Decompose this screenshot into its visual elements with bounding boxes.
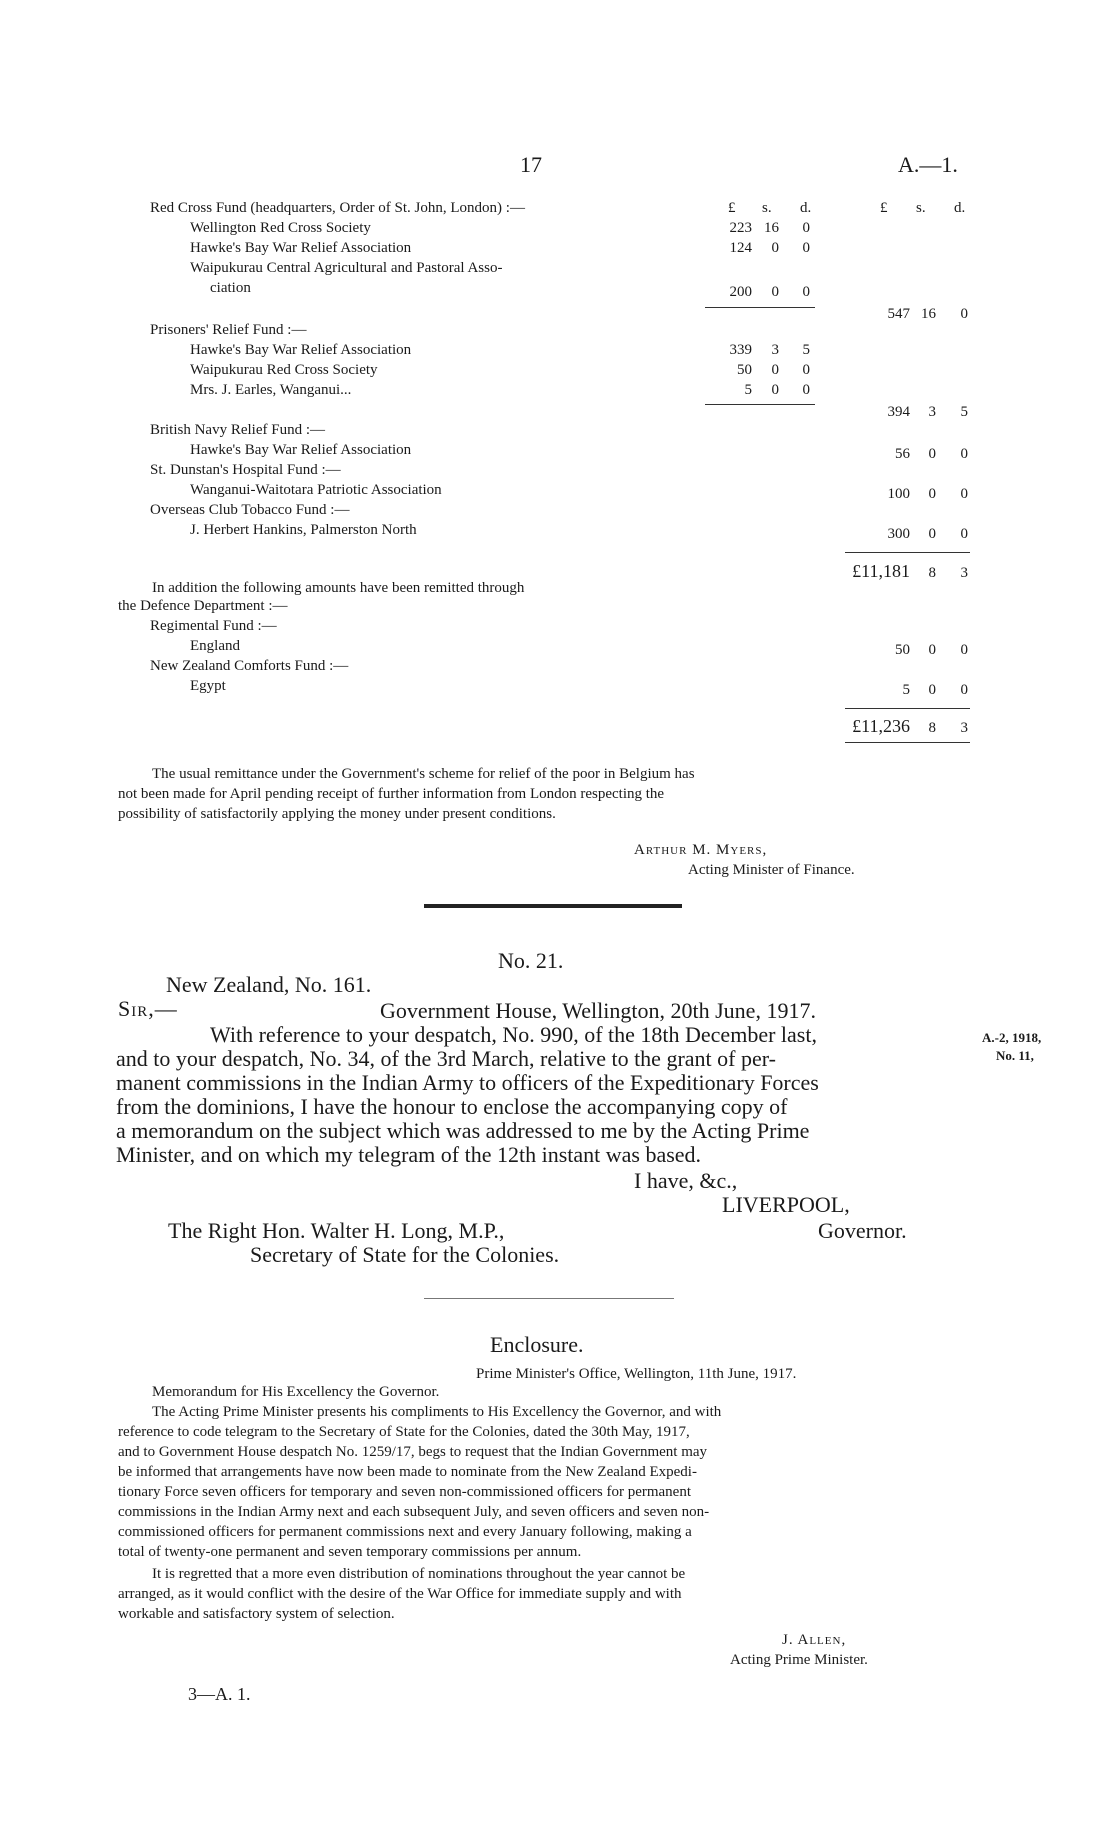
amount-pounds: 124	[729, 240, 752, 256]
dunstan-heading: St. Dunstan's Hospital Fund :—	[150, 462, 341, 478]
col-header-shilling-right: s.	[916, 200, 926, 216]
enclosure-place-date: Prime Minister's Office, Wellington, 11th June, 1917.	[476, 1366, 797, 1382]
fund-row-label: England	[190, 638, 240, 654]
fund-row-label: Hawke's Bay War Relief Association	[190, 342, 412, 358]
prisoners-heading: Prisoners' Relief Fund :—	[150, 322, 307, 338]
subtotal-rule	[705, 307, 815, 308]
addressee-name: The Right Hon. Walter H. Long, M.P.,	[168, 1218, 505, 1243]
signer-title: Governor.	[818, 1218, 907, 1243]
amount-pounds: 5	[744, 382, 752, 398]
grand-total-pence: 3	[960, 720, 968, 736]
total-pounds: 50	[895, 642, 910, 658]
despatch-body-line: and to your despatch, No. 34, of the 3rd March, relative to the grant of per-	[116, 1046, 776, 1071]
page-number: 17	[520, 152, 542, 177]
total-pounds: 300	[887, 526, 910, 542]
enclosure-para-line: and to Government House despatch No. 1259/17, begs to request that the Indian Government may	[118, 1444, 708, 1460]
enclosure-para-line: It is regretted that a more even distribution of nominations throughout the year cannot be	[152, 1566, 686, 1582]
total-pounds: 56	[895, 446, 910, 462]
amount-pounds: 339	[729, 342, 752, 358]
enclosure-para-line: reference to code telegram to the Secretary of State for the Colonies, dated the 30th May, 1917,	[118, 1424, 690, 1440]
enclosure-title: Enclosure.	[490, 1332, 584, 1357]
series-code: A.—1.	[898, 152, 958, 177]
enclosure-signer: J. Allen,	[782, 1632, 847, 1648]
total-shillings: 16	[921, 306, 936, 322]
fund-row-label: J. Herbert Hankins, Palmerston North	[190, 522, 417, 538]
total-shillings: 0	[928, 642, 936, 658]
place-date: Government House, Wellington, 20th June, 1917.	[380, 998, 816, 1023]
enclosure-para-line: workable and satisfactory system of selection.	[118, 1606, 395, 1622]
subtotal-pence: 3	[960, 565, 968, 581]
enclosure-para-line: total of twenty-one permanent and seven temporary commissions per annum.	[118, 1544, 582, 1560]
amount-shillings: 0	[771, 382, 779, 398]
total-pence: 0	[960, 486, 968, 502]
despatch-number: No. 21.	[498, 948, 564, 973]
red-cross-heading: Red Cross Fund (headquarters, Order of St. John, London) :—	[150, 200, 525, 216]
amount-pence: 0	[802, 362, 810, 378]
section-divider	[424, 1298, 674, 1299]
regimental-heading: Regimental Fund :—	[150, 618, 277, 634]
total-pounds: 5	[902, 682, 910, 698]
enclosure-para-line: arranged, as it would conflict with the desire of the War Office for immediate supply and with	[118, 1586, 682, 1602]
total-shillings: 0	[928, 682, 936, 698]
fund-row-label: Hawke's Bay War Relief Association	[190, 240, 412, 256]
fund-row-label: Egypt	[190, 678, 226, 694]
addressee-title: Secretary of State for the Colonies.	[250, 1242, 560, 1267]
col-header-pence-right: d.	[954, 200, 966, 216]
signature-name: Arthur M. Myers,	[634, 842, 768, 858]
amount-shillings: 3	[771, 342, 779, 358]
enclosure-para-line: commissions in the Indian Army next and each subsequent July, and seven officers and seven non-	[118, 1504, 710, 1520]
enclosure-signer-title: Acting Prime Minister.	[730, 1652, 868, 1668]
remittance-note-line: not been made for April pending receipt of further information from London respecting the	[118, 786, 665, 802]
enclosure-para-line: commissioned officers for permanent commissions next and every January following, making a	[118, 1524, 692, 1540]
amount-pounds: 200	[729, 284, 752, 300]
addition-note-cont: the Defence Department :—	[118, 598, 288, 614]
total-shillings: 3	[928, 404, 936, 420]
amount-shillings: 16	[764, 220, 779, 236]
enclosure-para-line: be informed that arrangements have now been made to nominate from the New Zealand Expedi-	[118, 1464, 697, 1480]
closing: I have, &c.,	[634, 1168, 738, 1193]
enclosure-para-line: The Acting Prime Minister presents his compliments to His Excellency the Governor, and with	[152, 1404, 722, 1420]
col-header-pence: d.	[800, 200, 812, 216]
addition-note: In addition the following amounts have been remitted through	[152, 580, 525, 596]
despatch-ref: New Zealand, No. 161.	[166, 972, 372, 997]
fund-row-label: Mrs. J. Earles, Wanganui...	[190, 382, 352, 398]
total-shillings: 0	[928, 486, 936, 502]
total-pence: 0	[960, 446, 968, 462]
margin-note: A.-2, 1918,	[982, 1030, 1042, 1045]
fund-row-label: Waipukurau Red Cross Society	[190, 362, 378, 378]
col-header-shilling: s.	[762, 200, 772, 216]
total-pounds: 100	[887, 486, 910, 502]
despatch-body-line: from the dominions, I have the honour to enclose the accompanying copy of	[116, 1094, 788, 1119]
amount-shillings: 0	[771, 240, 779, 256]
col-header-pound-right: £	[880, 200, 888, 216]
total-rule	[845, 742, 970, 743]
margin-note: No. 11,	[996, 1048, 1034, 1063]
despatch-body-line: a memorandum on the subject which was addressed to me by the Acting Prime	[116, 1118, 810, 1143]
signature-mark: 3—A. 1.	[188, 1684, 251, 1704]
total-pence: 0	[960, 682, 968, 698]
total-pence: 0	[960, 306, 968, 322]
salutation: Sir,—	[118, 996, 178, 1021]
amount-pence: 0	[802, 240, 810, 256]
remittance-note-line: possibility of satisfactorily applying the money under present conditions.	[118, 806, 556, 822]
despatch-body-line: manent commissions in the Indian Army to officers of the Expeditionary Forces	[116, 1070, 819, 1095]
total-pence: 0	[960, 526, 968, 542]
amount-pence: 0	[802, 220, 810, 236]
signature-title: Acting Minister of Finance.	[688, 862, 855, 878]
total-shillings: 0	[928, 526, 936, 542]
despatch-body-line: With reference to your despatch, No. 990, of the 18th December last,	[210, 1022, 817, 1047]
amount-pence: 0	[802, 382, 810, 398]
memo-to: Memorandum for His Excellency the Governor.	[152, 1384, 440, 1400]
amount-pence: 5	[802, 342, 810, 358]
amount-pounds: 50	[737, 362, 752, 378]
fund-row-label: Wanganui-Waitotara Patriotic Association	[190, 482, 442, 498]
section-divider	[424, 904, 682, 908]
amount-shillings: 0	[771, 362, 779, 378]
fund-row-label: Hawke's Bay War Relief Association	[190, 442, 412, 458]
amount-shillings: 0	[771, 284, 779, 300]
despatch-body-line: Minister, and on which my telegram of the 12th instant was based.	[116, 1142, 702, 1167]
grand-total-shillings: 8	[928, 720, 936, 736]
total-pounds: 394	[887, 404, 910, 420]
fund-row-label: ciation	[210, 280, 251, 296]
total-rule	[845, 708, 970, 709]
comforts-heading: New Zealand Comforts Fund :—	[150, 658, 349, 674]
total-pence: 0	[960, 642, 968, 658]
col-header-pound: £	[728, 200, 736, 216]
navy-heading: British Navy Relief Fund :—	[150, 422, 325, 438]
fund-row-label: Waipukurau Central Agricultural and Pastoral Asso-	[190, 260, 503, 276]
remittance-note-line: The usual remittance under the Government's scheme for relief of the poor in Belgium has	[152, 766, 695, 782]
grand-total-pounds: £11,236	[852, 716, 910, 736]
enclosure-para-line: tionary Force seven officers for temporary and seven non-commissioned officers for permanent	[118, 1484, 692, 1500]
subtotal-shillings: 8	[928, 565, 936, 581]
subtotal-pounds: £11,181	[852, 561, 910, 581]
total-pounds: 547	[887, 306, 910, 322]
subtotal-rule	[705, 404, 815, 405]
total-shillings: 0	[928, 446, 936, 462]
amount-pounds: 223	[729, 220, 752, 236]
signer-name: LIVERPOOL,	[722, 1192, 850, 1217]
overseas-heading: Overseas Club Tobacco Fund :—	[150, 502, 350, 518]
total-rule	[845, 552, 970, 553]
amount-pence: 0	[802, 284, 810, 300]
total-pence: 5	[960, 404, 968, 420]
fund-row-label: Wellington Red Cross Society	[190, 220, 371, 236]
